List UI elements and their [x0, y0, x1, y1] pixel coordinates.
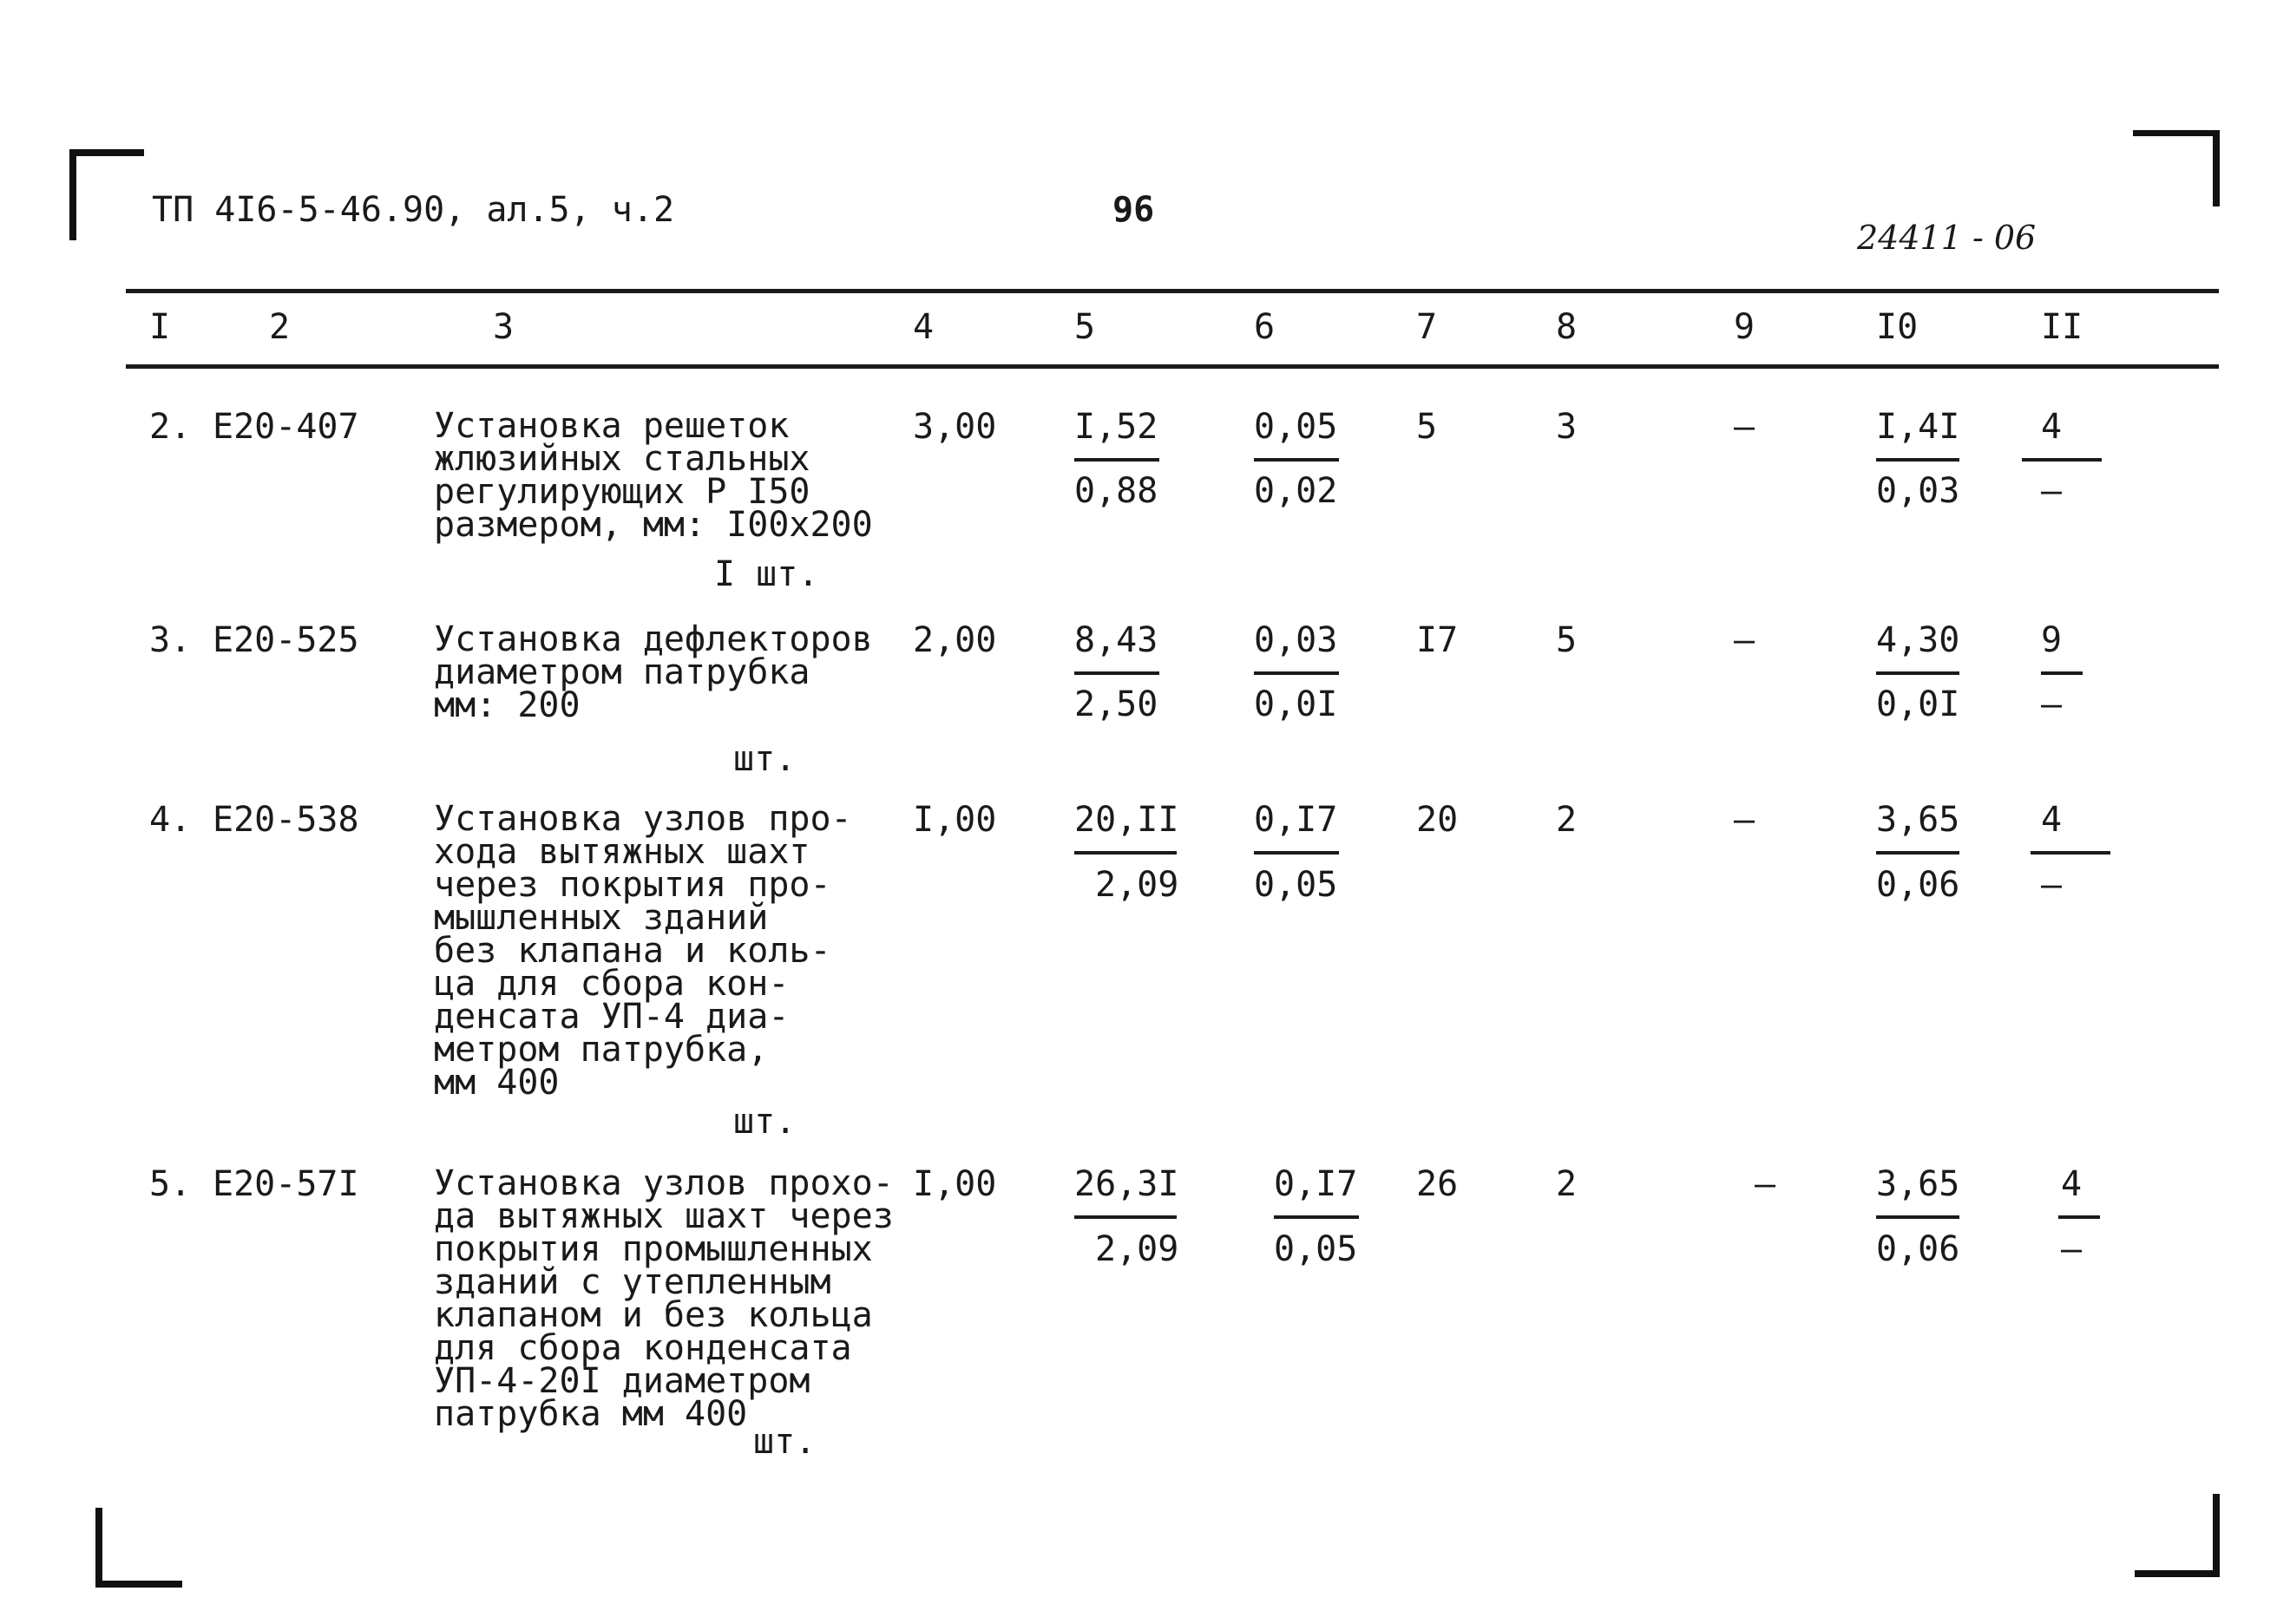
cell-col7: 26: [1416, 1164, 1459, 1204]
cell-col5-bottom: 2,09: [1095, 1229, 1179, 1269]
corner-mark-top-right-h: [2133, 130, 2220, 136]
cell-col5-top: I,52: [1074, 407, 1158, 447]
fraction-bar: [2022, 458, 2102, 462]
cell-col4: I,00: [913, 1164, 997, 1204]
column-header: 7: [1416, 307, 1438, 347]
cell-col11-top: 9: [2041, 620, 2063, 660]
work-description: Установка узлов прохо- да вытяжных шахт через покрытия промышленных зданий с утепленным клапаном и без кольца для сбора конденсата УП-4-20I диаметром патрубка мм 400: [434, 1163, 894, 1434]
work-description: Установка решеток жлюзийных стальных регулирующих Р I50 размером, мм: I00х200: [434, 406, 873, 545]
handwritten-stamp: 24411 - 06: [1857, 219, 2037, 257]
column-header: 3: [493, 307, 515, 347]
fraction-bar: [1074, 851, 1177, 855]
cell-col10-top: 4,30: [1876, 620, 1960, 660]
work-description: Установка дефлекторов диаметром патрубка мм: 200: [434, 619, 873, 725]
document-code: ТП 4I6-5-46.90, ал.5, ч.2: [152, 190, 675, 230]
fraction-bar: [1876, 851, 1959, 855]
cell-col7: I7: [1416, 620, 1459, 660]
cell-col10-bottom: 0,0I: [1876, 684, 1960, 724]
fraction-bar: [1074, 1215, 1177, 1219]
row-number: 5.: [149, 1164, 192, 1204]
column-header: 4: [913, 307, 935, 347]
page-number: 96: [1112, 190, 1155, 230]
fraction-bar: [1074, 671, 1159, 675]
work-description: Установка узлов про- хода вытяжных шахт через покрытия про- мышленных зданий без клапана и коль- ца для сбора кон- денсата УП-4 диа- метром патрубка, мм 400: [434, 799, 852, 1103]
column-header: I: [149, 307, 171, 347]
cell-col6-top: 0,I7: [1274, 1164, 1358, 1204]
column-header: 8: [1556, 307, 1578, 347]
cell-col6-bottom: 0,02: [1254, 471, 1338, 511]
fraction-bar: [1876, 671, 1959, 675]
cell-col5-top: 8,43: [1074, 620, 1158, 660]
fraction-bar: [2058, 1215, 2100, 1219]
column-header: 2: [269, 307, 291, 347]
row-number: 3.: [149, 620, 192, 660]
cell-col6-bottom: 0,05: [1254, 865, 1338, 905]
cell-col7: 5: [1416, 407, 1438, 447]
column-header: I0: [1876, 307, 1919, 347]
cell-col11-bottom: –: [2061, 1229, 2083, 1269]
fraction-bar: [1274, 1215, 1359, 1219]
rate-code: Е20-407: [213, 407, 359, 447]
unit-label: шт.: [733, 739, 797, 779]
cell-col5-top: 26,3I: [1074, 1164, 1179, 1204]
cell-col5-bottom: 0,88: [1074, 471, 1158, 511]
cell-col7: 20: [1416, 800, 1459, 840]
cell-col5-bottom: 2,09: [1095, 865, 1179, 905]
corner-mark-bottom-left-h: [95, 1581, 182, 1588]
cell-col10-bottom: 0,06: [1876, 1229, 1960, 1269]
cell-col10-top: I,4I: [1876, 407, 1960, 447]
cell-col4: 3,00: [913, 407, 997, 447]
column-header: 9: [1734, 307, 1755, 347]
column-header: II: [2041, 307, 2083, 347]
cell-col11-bottom: –: [2041, 471, 2063, 511]
corner-mark-top-left-v: [69, 149, 76, 240]
fraction-bar: [1254, 458, 1339, 462]
cell-col11-bottom: –: [2041, 865, 2063, 905]
row-number: 2.: [149, 407, 192, 447]
unit-label: шт.: [733, 1102, 797, 1142]
table-top-rule: [126, 289, 2219, 293]
cell-col9: –: [1734, 407, 1755, 447]
cell-col6-top: 0,03: [1254, 620, 1338, 660]
fraction-bar: [1876, 1215, 1959, 1219]
unit-label: I шт.: [714, 554, 819, 594]
fraction-bar: [1876, 458, 1959, 462]
cell-col6-top: 0,05: [1254, 407, 1338, 447]
fraction-bar: [2031, 851, 2110, 855]
column-header: 6: [1254, 307, 1276, 347]
cell-col11-top: 4: [2041, 800, 2063, 840]
cell-col6-top: 0,I7: [1254, 800, 1338, 840]
rate-code: Е20-57I: [213, 1164, 359, 1204]
cell-col8: 5: [1556, 620, 1578, 660]
cell-col6-bottom: 0,05: [1274, 1229, 1358, 1269]
unit-label: шт.: [753, 1422, 817, 1462]
cell-col11-top: 4: [2061, 1164, 2083, 1204]
corner-mark-top-right-v: [2213, 130, 2220, 206]
column-header: 5: [1074, 307, 1096, 347]
cell-col8: 2: [1556, 800, 1578, 840]
fraction-bar: [2041, 671, 2083, 675]
cell-col8: 2: [1556, 1164, 1578, 1204]
cell-col5-top: 20,II: [1074, 800, 1179, 840]
cell-col9: –: [1734, 800, 1755, 840]
cell-col10-bottom: 0,03: [1876, 471, 1960, 511]
cell-col4: I,00: [913, 800, 997, 840]
cell-col6-bottom: 0,0I: [1254, 684, 1338, 724]
cell-col11-top: 4: [2041, 407, 2063, 447]
cell-col9: –: [1755, 1164, 1776, 1204]
corner-mark-bottom-right-v: [2213, 1494, 2220, 1577]
row-number: 4.: [149, 800, 192, 840]
table-header-rule: [126, 364, 2219, 369]
cell-col5-bottom: 2,50: [1074, 684, 1158, 724]
corner-mark-top-left-h: [69, 149, 144, 156]
cell-col11-bottom: –: [2041, 684, 2063, 724]
cell-col9: –: [1734, 620, 1755, 660]
cell-col8: 3: [1556, 407, 1578, 447]
cell-col10-top: 3,65: [1876, 1164, 1960, 1204]
corner-mark-bottom-left-v: [95, 1508, 102, 1588]
cell-col10-bottom: 0,06: [1876, 865, 1960, 905]
fraction-bar: [1074, 458, 1159, 462]
fraction-bar: [1254, 671, 1339, 675]
rate-code: Е20-525: [213, 620, 359, 660]
rate-code: Е20-538: [213, 800, 359, 840]
cell-col4: 2,00: [913, 620, 997, 660]
cell-col10-top: 3,65: [1876, 800, 1960, 840]
corner-mark-bottom-right-h: [2135, 1570, 2220, 1577]
fraction-bar: [1254, 851, 1339, 855]
